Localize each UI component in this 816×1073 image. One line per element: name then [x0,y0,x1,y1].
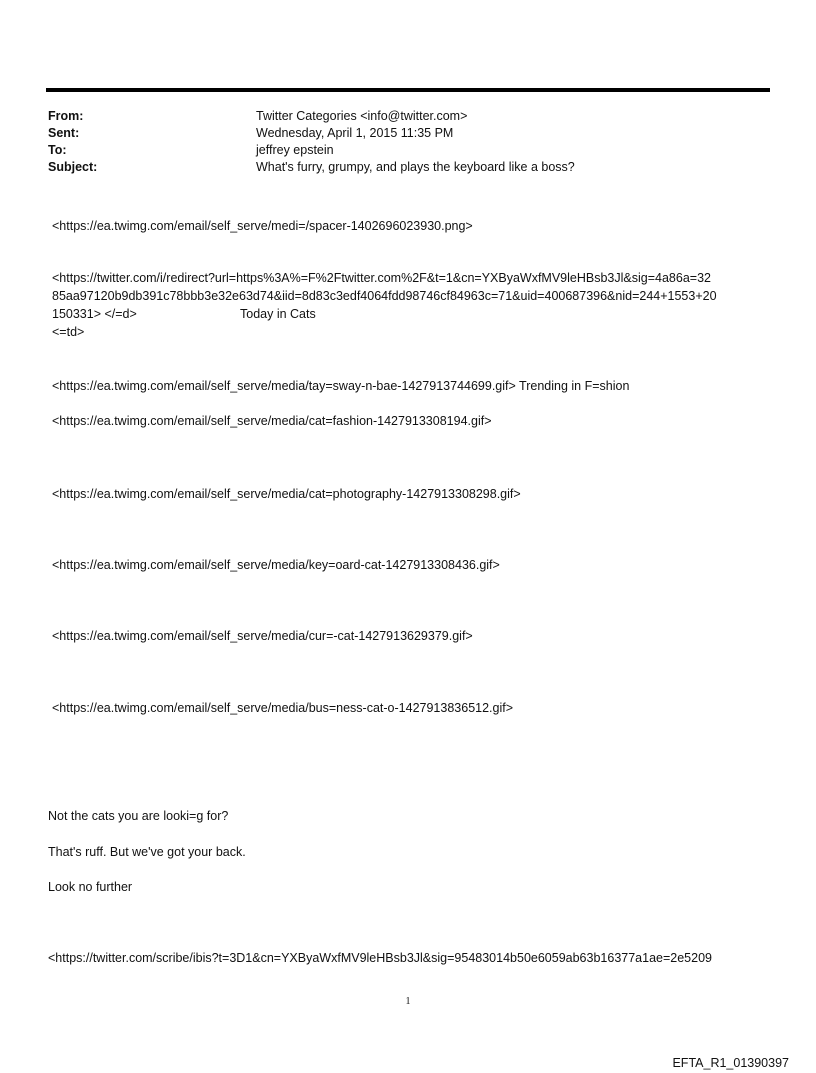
business-cat-link[interactable]: <https://ea.twimg.com/email/self_serve/media/bus=ness-cat-o-1427913836512.gif> [52,701,514,715]
today-in-cats-text: Today in Cats [240,307,316,321]
bates-number: EFTA_R1_01390397 [672,1056,789,1070]
fashion-link[interactable]: <https://ea.twimg.com/email/self_serve/media/cat=fashion-1427913308194.gif> [52,414,492,428]
sent-label: Sent: [48,126,80,140]
spacer-link[interactable]: <https://ea.twimg.com/email/self_serve/medi=/spacer-1402696023930.png> [52,219,473,233]
redirect-link-line-3[interactable]: 150331> </=d> [52,307,137,321]
to-label: To: [48,143,67,157]
curl-cat-link[interactable]: <https://ea.twimg.com/email/self_serve/media/cur=-cat-1427913629379.gif> [52,629,473,643]
look-no-further-link[interactable]: Look no further [48,880,133,894]
photography-link[interactable]: <https://ea.twimg.com/email/self_serve/media/cat=photography-1427913308298.gif> [52,487,521,501]
redirect-link-line-1[interactable]: <https://twitter.com/i/redirect?url=https%3A%=F%2Ftwitter.com%2F&t=1&cn=YXByaWxfMV9leHBsb3Jl&sig=4a86a=32 [52,271,711,285]
not-the-cats-text: Not the cats you are looki=g for? [48,809,229,823]
keyboard-cat-link[interactable]: <https://ea.twimg.com/email/self_serve/media/key=oard-cat-1427913308436.gif> [52,558,500,572]
from-label: From: [48,109,84,123]
redirect-link-line-2[interactable]: 85aa97120b9db391c78bbb3e32e63d74&iid=8d83c3edf4064fdd98746cf84963c=71&uid=400687396&nid=244+1553+20 [52,289,717,303]
sent-value: Wednesday, April 1, 2015 11:35 PM [256,126,454,140]
scribe-link[interactable]: <https://twitter.com/scribe/ibis?t=3D1&cn=YXByaWxfMV9leHBsb3Jl&sig=95483014b50e6059ab63b16377a1ae=2e5209 [48,951,712,965]
subject-value: What's furry, grumpy, and plays the keyboard like a boss? [256,160,575,174]
page-number: 1 [405,996,411,1007]
from-value: Twitter Categories <info@twitter.com> [256,109,468,123]
td-tag-text: <=td> [52,325,85,339]
thats-ruff-text: That's ruff. But we've got your back. [48,845,246,859]
subject-label: Subject: [48,160,98,174]
sway-link[interactable]: <https://ea.twimg.com/email/self_serve/media/tay=sway-n-bae-1427913744699.gif> Trending in F=shion [52,379,630,393]
to-value: jeffrey epstein [256,143,334,157]
header-rule [46,88,770,92]
